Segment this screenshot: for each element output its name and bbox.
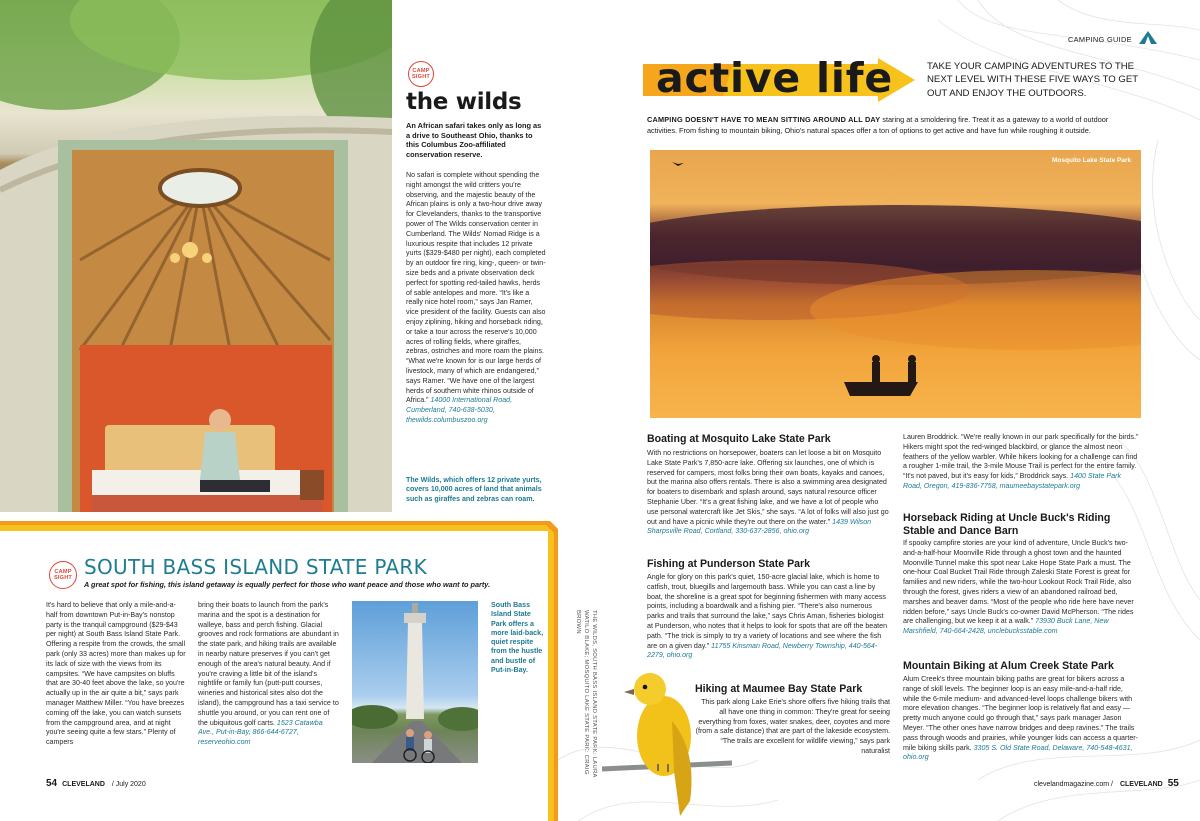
wilds-address: 14000 International Road, Cumberland, 740-638-5030, thewilds.columbuszoo.org xyxy=(406,396,513,424)
biking-address: 3305 S. Old State Road, Delaware, 740-548-4631, ohio.org xyxy=(903,743,1133,762)
camping-guide-tag: CAMPING GUIDE xyxy=(1068,35,1132,44)
wilds-dek: An African safari takes only as long as a drive to Southeast Ohio, thanks to this Columbus Zoo-affiliated conservation reserve. xyxy=(406,121,542,159)
camp-sight-badge: CAMP SIGHT xyxy=(49,561,77,589)
south-bass-dek: A great spot for fishing, this island getaway is equally perfect for those who want peace and those who want to party. xyxy=(84,580,491,589)
folio-left: 54 CLEVELAND / July 2020 xyxy=(46,778,146,789)
yurt-interior-photo xyxy=(0,0,392,512)
fishing-address: 11755 Kinsman Road, Newberry Township, 440-564-2279, ohio.org xyxy=(647,641,878,660)
south-bass-address: 1523 Catawba Ave., Put-in-Bay, 866-644-6727, reserveohio.com xyxy=(198,718,323,747)
horseback-body: If spooky campfire stories are your kind of adventure, Uncle Buck's two-and-a-half-hour Moonville Ride through a ghost town and the haunted Moonville Tunnel make this spot near Lake Hope State Park a must. The one-hour Coal Bucket Trail Ride through Zaleski State Forest is great for families and new riders, while the two-hour Lookout Rock Trail Ride, also through the forest, gives riders a view of an abandoned railroad bed, marshes and beaver dams. “Most of the people who ride here have never ridden before,” says Uncle Buck's co-owner David McPherson. “The rides are challenging, but we keep it at a walk.” 73930 Buck Lane, New Marshfield, 740-664-2428, unclebucksstable.com xyxy=(903,539,1134,636)
horseback-heading: Horseback Riding at Uncle Buck's Riding Stable and Dance Barn xyxy=(903,512,1111,537)
biking-body: Alum Creek's three mountain biking paths are great for bikers across a range of skill levels. The beginner loop is an easy mile-and-a-half ride, while the 6-mile medium- and advanced-level loops challenge bikers with more elevation changes. “The beginner loop is relatively flat and easy — pretty much anyone could go through that,” says park manager Jason Meyer. “The other ones have narrow bridges and deep ravines.” The trails pass through woods and prairies, while younger kids can access a quarter-mile biking skills park. 3305 S. Old State Road, Delaware, 740-548-4631, ohio.org xyxy=(903,675,1139,762)
south-bass-title: SOUTH BASS ISLAND STATE PARK xyxy=(84,555,428,579)
camp-sight-badge: CAMP SIGHT xyxy=(408,61,434,87)
south-bass-body-col2: bring their boats to launch from the park's marina and the spot is a destination for walleye, bass and perch fishing. Glacial grooves and rock formations are abundant in the state park, and hiking trails are available in nearby nature preserves if you can't get enough of the area's natural beauty. And if you're craving a little bit of the island's nightlife or family fun (putt-putt courses, wineries and historical sites also dot the island), the campground has a taxi service to shuttle you around, or you can rent one of the ubiquitous golf carts. 1523 Catawba Ave., Put-in-Bay, 866-644-6727, reserveohio.com xyxy=(198,601,339,747)
boating-body: With no restrictions on horsepower, boaters can let loose a bit on Mosquito Lake State Park's 7,850-acre lake. Offering six launches, one of which is reserved for campers, most folks bring their own boats, kayaks and canoes, but the marina also offers rentals. There is also a swimming area designated for boaters to disembark and splash around, says natural resource officer Stephanie Uber. “It's a great fishing lake, and we have a lot of people who use personal watercraft like Jet Skis,” she says. “A lot of folks will also just go out and have a picnic while they're out there on the water.” 1439 Wilson Sharpsville Road, Cortland, 330-637-2856, ohio.org xyxy=(647,449,889,536)
horseback-address: 73930 Buck Lane, New Marshfield, 740-664-2428, unclebucksstable.com xyxy=(903,617,1109,636)
hiking-body: This park along Lake Erie's shore offers five hiking trails that all have one thing in common: They're great for seeing everything from foxes, water snakes, deer, coyotes and more (from a safe distance) that are part of the lakeside ecosystem. “The trails are excellent for wildlife viewing,” says park naturalist xyxy=(695,698,890,755)
wilds-body: No safari is complete without spending the night amongst the wild critters you're observing, and the majestic beauty of the African plains is only a two-hour drive away for Clevelanders, thanks to the transportive power of The Wilds conservation center in Cumberland. The Wilds' Nomad Ridge is a luxurious respite that includes 12 private yurts ($329-$480 per night), each completed by an outdoor fire ring, king-, queen- or twin-size beds and a private observation deck perfect for spotting red-tailed hawks, herds of sable antelopes and more. “It's like a really nice hotel room,” says Jan Ramer, vice president of the facility. Guests can also enjoy ziplining, hiking and horseback riding, or take a tour across the reserve's 10,000 acres of rolling fields, where giraffes, zebras, ostriches and more roam the plains. “What we're known for is our large herds of livestock, many of which are endangered,” says Ramer. “We have one of the largest herds of southern white rhinos outside of Africa.” 14000 International Road, Cumberland, 740-638-5030, thewilds.columbuszoo.org xyxy=(406,171,546,424)
wilds-photo-caption: The Wilds, which offers 12 private yurts, covers 10,000 acres of land that animals such as giraffes and zebras can roam. xyxy=(406,476,542,503)
perry-monument-photo xyxy=(352,601,478,763)
biking-heading: Mountain Biking at Alum Creek State Park xyxy=(903,660,1114,672)
tent-icon xyxy=(1139,31,1157,44)
yellow-warbler-photo xyxy=(602,651,732,821)
mosquito-lake-photo xyxy=(650,150,1141,418)
photo-credit: THE WILDS, SOUTH BASS ISLAND STATE PARK: LAURA WATILO BLAKE; MOSQUITO LAKE STATE PARK: CRAIG BROWN xyxy=(575,610,597,778)
lake-photo-label: Mosquito Lake State Park xyxy=(1052,157,1132,164)
south-bass-body-col1: It's hard to believe that only a mile-and-a-half from downtown Put-in-Bay's nonstop party is the tranquil campground ($29-$43 per night) at South Bass Island State Park. Offering a respite from the crowds, the small park (only 33 acres) more than makes up for its lack of size with the views from its campsites. “We have campsites on bluffs that are 30-40 feet above the lake, so you're actually up in the air quite a bit,” says park manager Matthew Miller. “You have breezes coming off the lake, you can watch sunsets from the campground area, and at night you're seeing quite a few stars.” Plenty of campers xyxy=(46,601,186,747)
fishing-heading: Fishing at Punderson State Park xyxy=(647,558,811,570)
hiking-address: 1400 State Park Road, Oregon, 419-836-7758, maumeebaystatepark.org xyxy=(903,472,1122,490)
intro-paragraph: CAMPING DOESN'T HAVE TO MEAN SITTING AROUND ALL DAY staring at a smoldering fire. Treat it as a gateway to a world of outdoor activities. From fishing to mountain biking, Ohio's natural spaces offer a ton of options to get active and have fun while roughing it outside. xyxy=(647,115,1109,135)
headline: active life xyxy=(656,54,893,102)
folio-right: clevelandmagazine.com / CLEVELAND 55 xyxy=(1034,778,1179,789)
headline-dek: TAKE YOUR CAMPING ADVENTURES TO THE NEXT LEVEL WITH THESE FIVE WAYS TO GET OUT AND ENJOY THE OUTDOORS. xyxy=(927,61,1138,99)
fishing-body: Angle for glory on this park's quiet, 150-acre glacial lake, which is home to catfish, trout, bluegills and largemouth bass. While you can cast a line by boat, the shoreline is a great spot for beginning fishermen with many access points, including a boardwalk and a fishing pier. “There's also numerous parks and trails that surround the lake,” says Chris Aman, fisheries biologist at Punderson, who notes that it helps to look for spots that are off the beaten path. “The trick is simply to try a variety of locations and see where the fish are on a given day.” 11755 Kinsman Road, Newberry Township, 440-564-2279, ohio.org xyxy=(647,573,888,660)
hiking-heading: Hiking at Maumee Bay State Park xyxy=(695,683,863,695)
south-bass-photo-caption: South Bass Island State Park offers a more laid-back, quiet respite from the hustle and bustle of Put-in-Bay. xyxy=(491,601,544,675)
hiking-body-continued: Lauren Broddrick. “We're really known in our park specifically for the birds.” Hikers might spot the red-winged blackbird, or glance the almost neon feathers of the yellow warbler. While hikers looking for a challenge can find a rougher 1-mile trail, the 3-mile Mouse Trail is perfect for the entire family. “It's not paved, but it's easy for kids,” Broddrick says. 1400 State Park Road, Oregon, 419-836-7758, maumeebaystatepark.org xyxy=(903,433,1139,490)
wilds-title: the wilds xyxy=(406,89,522,115)
boating-address: 1439 Wilson Sharpsville Road, Cortland, 330-637-2856, ohio.org xyxy=(647,517,872,536)
boating-heading: Boating at Mosquito Lake State Park xyxy=(647,433,831,445)
